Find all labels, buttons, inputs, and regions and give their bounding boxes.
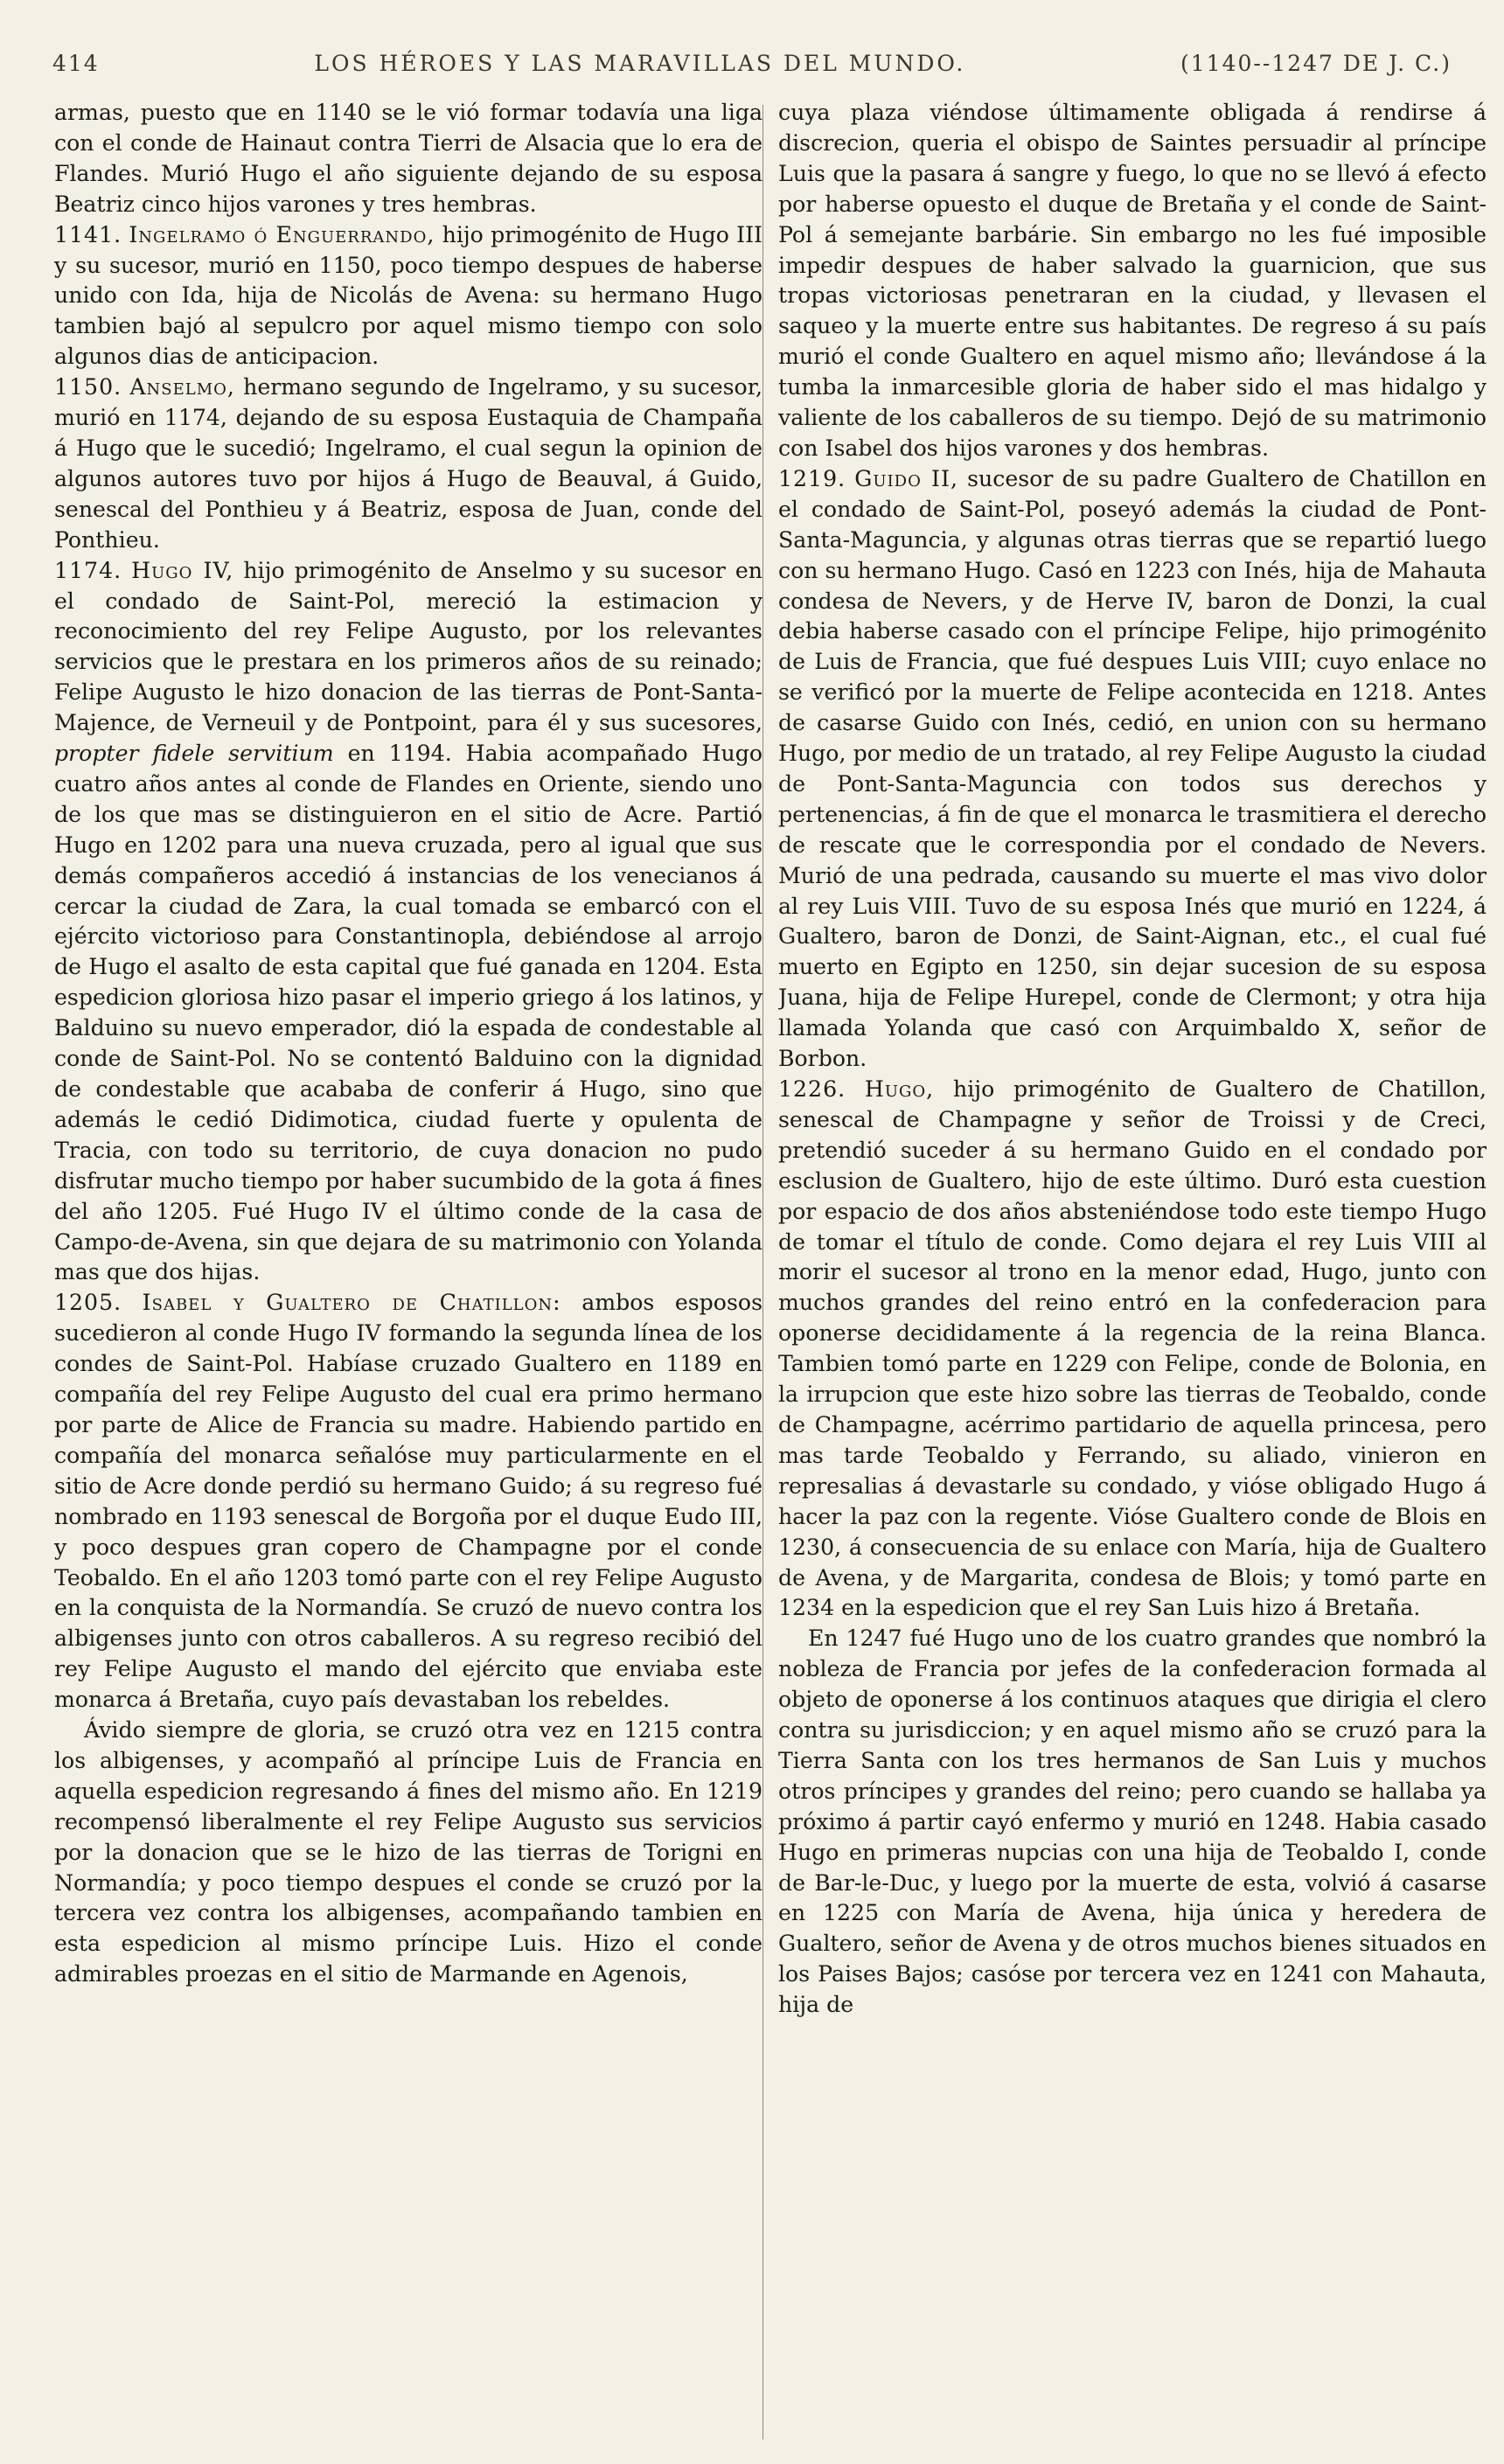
entry-1205 bbox=[54, 1288, 762, 1716]
running-header bbox=[52, 51, 1452, 86]
entry-year: 1226. bbox=[778, 1076, 846, 1102]
entry-1141 bbox=[54, 220, 762, 373]
entry-year: 1219. bbox=[778, 465, 846, 491]
right-column bbox=[778, 98, 1487, 2441]
entry-name: Hugo, bbox=[864, 1076, 935, 1102]
entry-text: hermano segundo de Ingelramo, y su sucesor, murió en 1174, dejando de su esposa Eustaquia de Champaña á Hugo que le sucedió; Ingelramo, el cual segun la opinion de algunos autores tuvo por hijos á Hugo de Beauval, á Guido, senescal del Ponthieu y á Beatriz, esposa de Juan, conde del Ponthieu. bbox=[54, 374, 762, 553]
entry-name: Isabel y Gualtero de Chatillon: bbox=[142, 1290, 561, 1316]
entry-name: Ingelramo ó Enguerrando, bbox=[129, 221, 435, 247]
entry-year: 1174. bbox=[54, 557, 122, 583]
entry-name: Hugo IV, bbox=[131, 557, 234, 583]
column-divider bbox=[762, 105, 763, 2440]
entry-text: hijo primogénito de Gualtero de Chatillon, senescal de Champagne y señor de Troissi y de Creci, pretendió suceder á su hermano Guido en el condado por esclusion de Gualtero, hijo de este último. Duró esta cuestion por espacio de dos años absteniéndose todo este tiempo Hugo de tomar el título de conde. Como dejara el rey Luis VIII al morir el sucesor al trono en la menor edad, Hugo, junto con muchos grandes del reino entró en la confederacion para oponerse decididamente á la regencia de la reina Blanca. Tambien tomó parte en 1229 con Felipe, conde de Bolonia, en la irrupcion que este hizo sobre las tierras de Teobaldo, conde de Champagne, acérrimo partidario de aquella princesa, pero mas tarde Teobaldo y Ferrando, su aliado, vinieron en represalias á devastarle su condado, y vióse obligado Hugo á hacer la paz con la regente. Vióse Gualtero conde de Blois en 1230, á consecuencia de su enlace con María, hija de Gualtero de Avena, y de Margarita, condesa de Blois; y tomó parte en 1234 en la espedicion que el rey San Luis hizo á Bretaña. bbox=[778, 1076, 1487, 1621]
running-title: LOS HÉROES Y LAS MARAVILLAS DEL MUNDO. bbox=[314, 51, 966, 76]
left-column bbox=[54, 98, 762, 2441]
entry-1174 bbox=[54, 556, 762, 1289]
paragraph: En 1247 fué Hugo uno de los cuatro grandes que nombró la nobleza de Francia por jefes de la confederacion formada al objeto de oponerse á los continuos ataques que dirigia el clero contra su jurisdiccion; y en aquel mismo año se cruzó para la Tierra Santa con los tres hermanos de San Luis y muchos otros príncipes y grandes del reino; pero cuando se hallaba ya próximo á partir cayó enfermo y murió en 1248. Habia casado Hugo en primeras nupcias con una hija de Teobaldo I, conde de Bar-le-Duc, y luego por la muerte de esta, volvió á casarse en 1225 con María de Avena, hija única y heredera de Gualtero, señor de Avena y de otros muchos bienes situados en los Paises Bajos; casóse por tercera vez en 1241 con Mahauta, hija de bbox=[778, 1625, 1487, 2018]
paragraph: cuya plaza viéndose últimamente obligada á rendirse á discrecion, queria el obispo de Saintes persuadir al príncipe Luis que la pasara á sangre y fuego, lo que no se llevó á efecto por haberse opuesto el duque de Bretaña y el conde de Saint-Pol á semejante barbárie. Sin embargo no les fué imposible impedir despues de haber salvado la guarnicion, que sus tropas victoriosas penetraran en la ciudad, y llevasen el saqueo y la muerte entre sus habitantes. De regreso á su país murió el conde Gualtero en aquel mismo año; llevándose á la tumba la inmarcesible gloria de haber sido el mas hidalgo y valiente de los caballeros de su tiempo. Dejó de su matrimonio con Isabel dos hijos varones y dos hembras. bbox=[778, 100, 1487, 461]
paragraph: armas, puesto que en 1140 se le vió formar todavía una liga con el conde de Hainaut contra Tierri de Alsacia que lo era de Flandes. Murió Hugo el año siguiente dejando de su esposa Beatriz cinco hijos varones y tres hembras. bbox=[54, 100, 762, 217]
entry-year: 1141. bbox=[54, 221, 122, 247]
entry-1150 bbox=[54, 372, 762, 555]
entry-text-continued: en 1194. Habia acompañado Hugo cuatro años antes al conde de Flandes en Oriente, siendo uno de los que mas se distinguieron en el sitio de Acre. Partió Hugo en 1202 para una nueva cruzada, pero al igual que sus demás compañeros accedió á instancias de los venecianos á cercar la ciudad de Zara, la cual tomada se embarcó con el ejército victorioso para Constantinopla, debiéndose al arrojo de Hugo el asalto de esta capital que fué ganada en 1204. Esta espedicion gloriosa hizo pasar el imperio griego á los latinos, y Balduino su nuevo emperador, dió la espada de condestable al conde de Saint-Pol. No se contentó Balduino con la dignidad de condestable que acababa de conferir á Hugo, sino que además le cedió Didimotica, ciudad fuerte y opulenta de Tracia, con todo su territorio, de cuya donacion no pudo disfrutar mucho tiempo por haber sucumbido de la gota á fines del año 1205. Fué Hugo IV el último conde de la casa de Campo-de-Avena, sin que dejara de su matrimonio con Yolanda mas que dos hijas. bbox=[54, 741, 762, 1285]
latin-phrase: propter fidele servitium bbox=[54, 741, 334, 767]
entry-text: hijo primogénito de Anselmo y su sucesor en el condado de Saint-Pol, mereció la estimacion y reconocimiento del rey Felipe Augusto, por los relevantes servicios que le prestara en los primeros años de su reinado; Felipe Augusto le hizo donacion de las tierras de Pont-Santa-Majence, de Verneuil y de Pontpoint, para él y sus sucesores, bbox=[54, 557, 762, 736]
entry-text: sucesor de su padre Gualtero de Chatillon en el condado de Saint-Pol, poseyó además la ciudad de Pont-Santa-Maguncia, y algunas otras tierras que se repartió luego con su hermano Hugo. Casó en 1223 con Inés, hija de Mahauta condesa de Nevers, y de Herve IV, baron de Donzi, la cual debia haberse casado con el príncipe Felipe, hijo primogénito de Luis de Francia, que fué despues Luis VIII; cuyo enlace no se verificó por la muerte de Felipe acontecida en 1218. Antes de casarse Guido con Inés, cedió, en union con su hermano Hugo, por medio de un tratado, al rey Felipe Augusto la ciudad de Pont-Santa-Maguncia con todos sus derechos y pertenencias, á fin de que el monarca le trasmitiera el derecho de rescate que le correspondia por el condado de Nevers. Murió de una pedrada, causando su muerte el mas vivo dolor al rey Luis VIII. Tuvo de su esposa Inés que murió en 1224, á Gualtero, baron de Donzi, de Saint-Aignan, etc., el cual fué muerto en Egipto en 1250, sin dejar sucesion de su esposa Juana, hija de Felipe Hurepel, conde de Clermont; y otra hija llamada Yolanda que casó con Arquimbaldo X, señor de Borbon. bbox=[778, 465, 1487, 1072]
entry-year: 1205. bbox=[54, 1290, 122, 1316]
paragraph: Ávido siempre de gloria, se cruzó otra vez en 1215 contra los albigenses, y acompañó al príncipe Luis de Francia en aquella espedicion regresando á fines del mismo año. En 1219 recompensó liberalmente el rey Felipe Augusto sus servicios por la donacion que se le hizo de las tierras de Torigni en Normandía; y poco tiempo despues el conde se cruzó por la tercera vez contra los albigenses, acompañando tambien en esta espedicion al mismo príncipe Luis. Hizo el conde admirables proezas en el sitio de Marmande en Agenois, bbox=[54, 1717, 762, 1987]
entry-year: 1150. bbox=[54, 374, 122, 400]
entry-name: Anselmo, bbox=[129, 374, 235, 400]
page-number: 414 bbox=[52, 51, 100, 76]
entry-1226 bbox=[778, 1075, 1487, 1624]
entry-text: ambos esposos sucedieron al conde Hugo IV formando la segunda línea de los condes de Saint-Pol. Habíase cruzado Gualtero en 1189 en compañía del rey Felipe Augusto del cual era primo hermano por parte de Alice de Francia su madre. Habiendo partido en compañía del monarca señalóse muy particularmente en el sitio de Acre donde perdió su hermano Guido; á su regreso fué nombrado en 1193 senescal de Borgoña por el duque Eudo III, y poco despues gran copero de Champagne por el conde Teobaldo. En el año 1203 tomó parte con el rey Felipe Augusto en la conquista de la Normandía. Se cruzó de nuevo contra los albigenses junto con otros caballeros. A su regreso recibió del rey Felipe Augusto el mando del ejército que enviaba este monarca á Bretaña, cuyo país devastaban los rebeldes. bbox=[54, 1290, 762, 1713]
entry-1219 bbox=[778, 464, 1487, 1075]
entry-text: hijo primogénito de Hugo III y su sucesor, murió en 1150, poco tiempo despues de haberse unido con Ida, hija de Nicolás de Avena: su hermano Hugo tambien bajó al sepulcro por aquel mismo tiempo con solo algunos dias de anticipacion. bbox=[54, 221, 762, 370]
entry-name: Guido II, bbox=[854, 465, 958, 491]
date-range: (1140--1247 DE J. C.) bbox=[1180, 51, 1452, 76]
